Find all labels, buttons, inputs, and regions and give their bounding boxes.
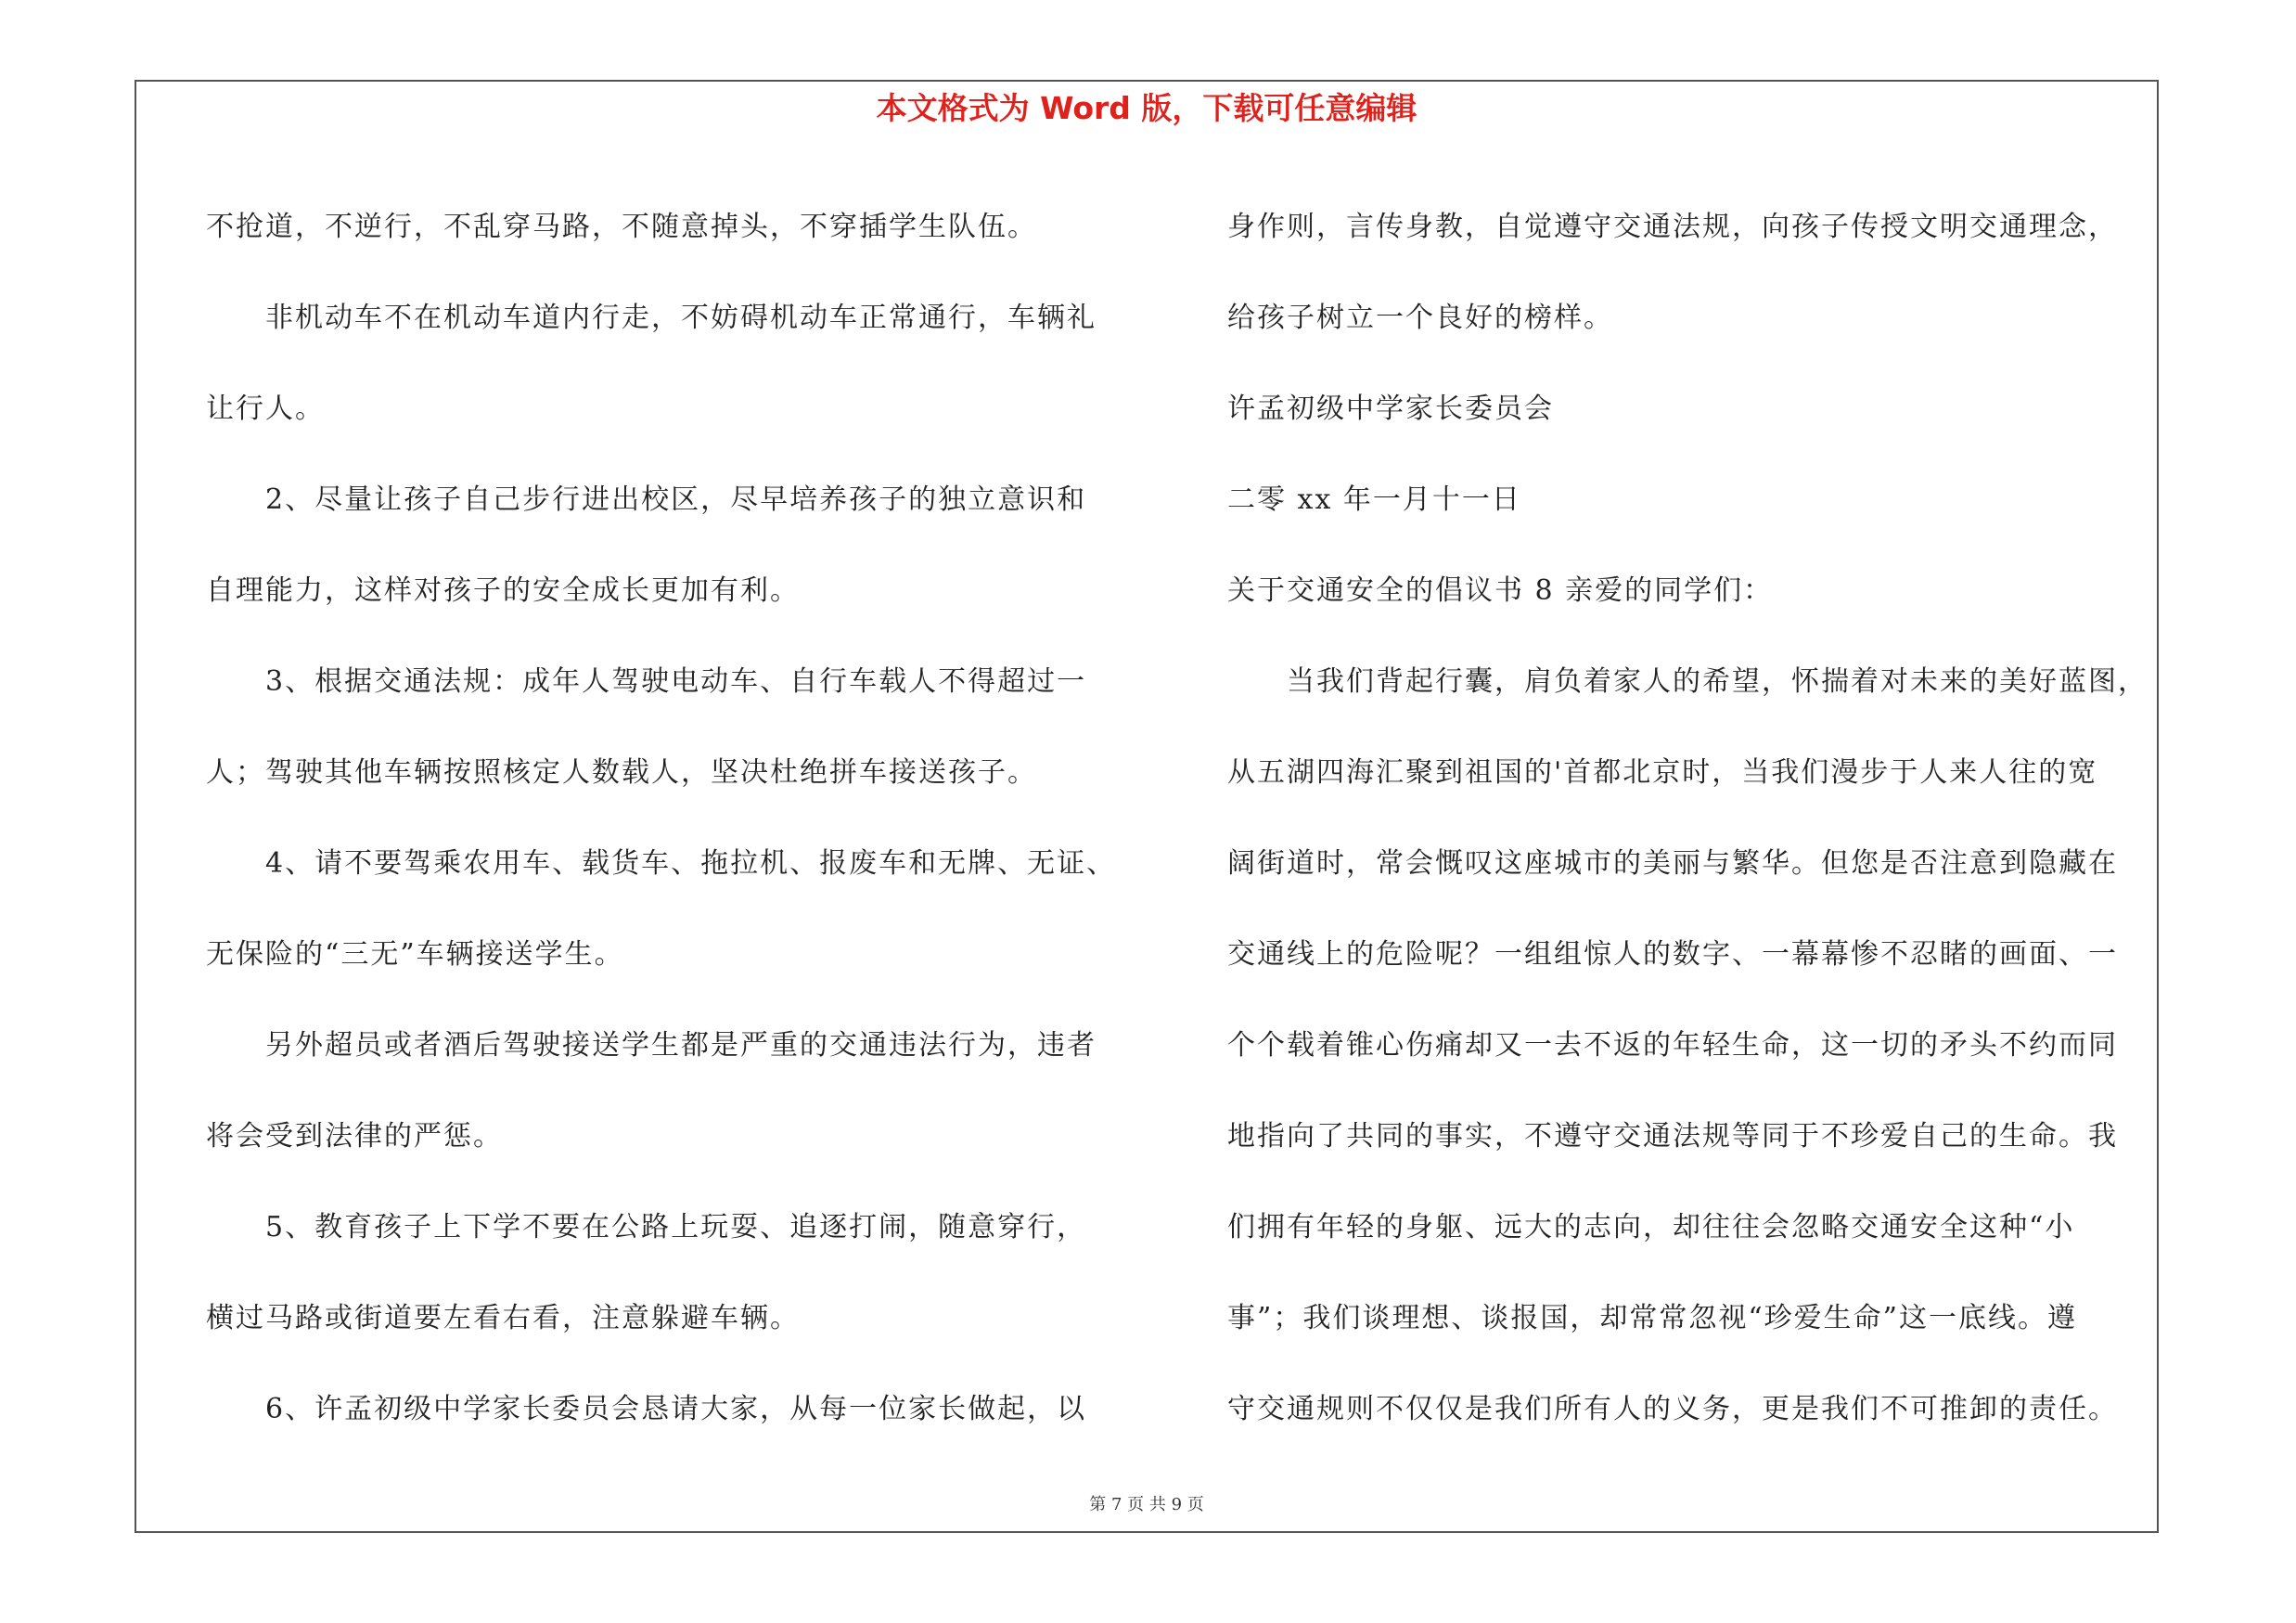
page-number-footer: 第 7 页 共 9 页 [1089, 1495, 1204, 1514]
paragraph-line: 从五湖四海汇聚到祖国的'首都北京时，当我们漫步于人来人往的宽 [1227, 756, 2098, 789]
paragraph-line: 5、教育孩子上下学不要在公路上玩耍、追逐打闹，随意穿行， [206, 1211, 1087, 1243]
signature-committee: 许孟初级中学家长委员会 [1227, 393, 1554, 425]
paragraph-line: 当我们背起行囊，肩负着家人的希望，怀揣着对未来的美好蓝图， [1227, 665, 2148, 698]
paragraph-line: 阔街道时，常会慨叹这座城市的美丽与繁华。但您是否注意到隐藏在 [1227, 847, 2118, 880]
paragraph-line: 们拥有年轻的身躯、远大的志向，却往往会忽略交通安全这种“小 [1227, 1211, 2075, 1243]
paragraph-line: 人；驾驶其他车辆按照核定人数载人，坚决杜绝拼车接送孩子。 [206, 756, 1037, 789]
paragraph-line: 地指向了共同的事实，不遵守交通法规等同于不珍爱自己的生命。我 [1227, 1120, 2118, 1153]
paragraph-line: 个个载着锥心伤痛却又一去不返的年轻生命，这一切的矛头不约而同 [1227, 1029, 2118, 1062]
left-column [206, 182, 1231, 1455]
paragraph-line: 3、根据交通法规：成年人驾驶电动车、自行车载人不得超过一 [206, 665, 1087, 698]
paragraph-line: 交通线上的危险呢？一组组惊人的数字、一幕幕惨不忍睹的画面、一 [1227, 938, 2118, 971]
paragraph-line: 另外超员或者酒后驾驶接送学生都是严重的交通违法行为，违者 [206, 1029, 1097, 1062]
paragraph-line: 横过马路或街道要左看右看，注意躲避车辆。 [206, 1302, 800, 1334]
paragraph-line: 将会受到法律的严惩。 [206, 1120, 503, 1153]
signature-date: 二零 xx 年一月十一日 [1227, 483, 1521, 516]
right-column [1227, 182, 2252, 1455]
paragraph-line: 6、许孟初级中学家长委员会恳请大家，从每一位家长做起，以 [206, 1393, 1087, 1425]
paragraph-line: 4、请不要驾乘农用车、载货车、拖拉机、报废车和无牌、无证、 [206, 847, 1117, 880]
paragraph-line: 事”；我们谈理想、谈报国，却常常忽视“珍爱生命”这一底线。遵 [1227, 1302, 2078, 1334]
paragraph-line: 让行人。 [206, 393, 325, 425]
paragraph-line: 自理能力，这样对孩子的安全成长更加有利。 [206, 574, 800, 607]
paragraph-line: 无保险的“三无”车辆接送学生。 [206, 938, 624, 971]
paragraph-line: 给孩子树立一个良好的榜样。 [1227, 302, 1613, 334]
paragraph-line: 2、尽量让孩子自己步行进出校区，尽早培养孩子的独立意识和 [206, 483, 1087, 516]
paragraph-line: 守交通规则不仅仅是我们所有人的义务，更是我们不可推卸的责任。 [1227, 1393, 2118, 1425]
section-heading: 关于交通安全的倡议书 8 亲爱的同学们： [1227, 574, 1774, 607]
paragraph-line: 身作则，言传身教，自觉遵守交通法规，向孩子传授文明交通理念， [1227, 211, 2118, 243]
format-banner: 本文格式为 Word 版，下载可任意编辑 [876, 90, 1417, 126]
paragraph-line: 非机动车不在机动车道内行走，不妨碍机动车正常通行，车辆礼 [206, 302, 1097, 334]
paragraph-line: 不抢道，不逆行，不乱穿马路，不随意掉头，不穿插学生队伍。 [206, 211, 1037, 243]
